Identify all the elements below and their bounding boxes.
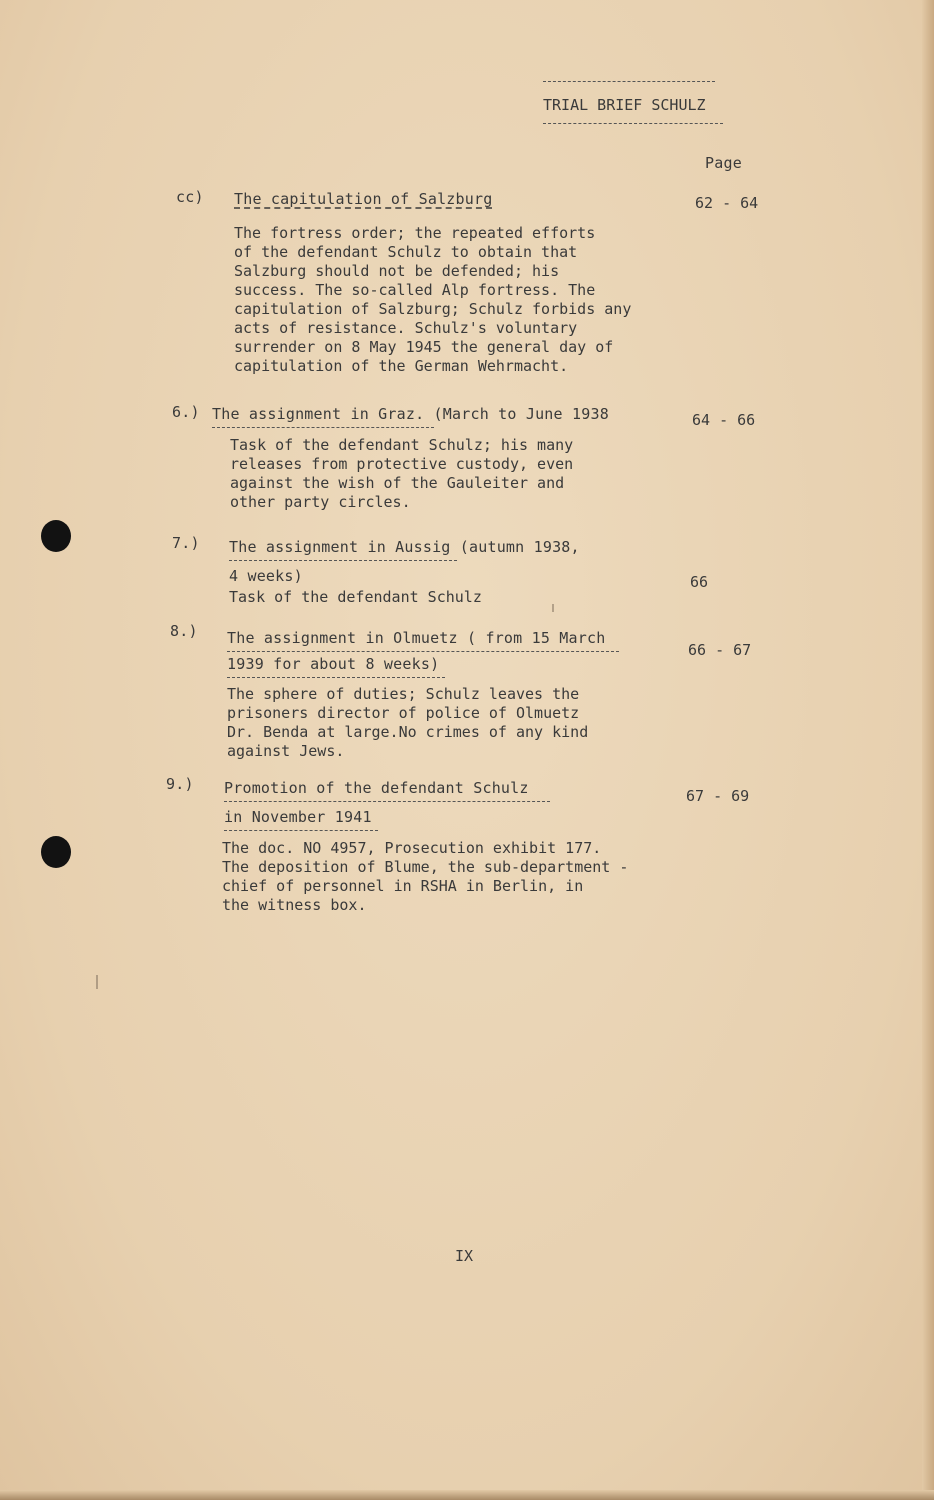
entry-title: Promotion of the defendant Schulz [224, 779, 529, 797]
entry-pages: 67 - 69 [686, 787, 750, 805]
description-line: capitulation of Salzburg; Schulz forbids any [234, 300, 632, 318]
entry-description [230, 436, 573, 512]
entry-title: The capitulation of Salzburg [234, 190, 493, 208]
entry-title: The assignment in Graz. (March to June 1938 [212, 405, 609, 423]
entry-description [222, 839, 628, 915]
page-number: IX [455, 1247, 474, 1265]
entry-number: 8.) [170, 622, 198, 640]
entry-description [227, 685, 588, 761]
entry-number: 7.) [172, 534, 200, 552]
entry-title-underline [224, 830, 378, 831]
entry-pages: 64 - 66 [692, 411, 756, 429]
entry-number: cc) [176, 188, 204, 206]
entry-title-continued: 1939 for about 8 weeks) [227, 655, 440, 673]
description-line: prisoners director of police of Olmuetz [227, 704, 580, 722]
entry-title-underline [224, 801, 550, 802]
entry-description [234, 224, 631, 376]
description-line: other party circles. [230, 493, 411, 511]
document-title: TRIAL BRIEF SCHULZ [543, 96, 706, 114]
entry-title-underline [227, 677, 445, 678]
page-edge-bottom [0, 1490, 934, 1500]
description-line: The doc. NO 4957, Prosecution exhibit 177. [222, 839, 602, 857]
header-rule-top [543, 81, 715, 82]
punch-hole-upper [41, 520, 71, 552]
description-line: success. The so-called Alp fortress. The [234, 281, 596, 299]
description-line: The fortress order; the repeated efforts [234, 224, 596, 242]
entry-pages: 66 [690, 573, 709, 591]
page-column-label: Page [705, 154, 742, 172]
description-line: of the defendant Schulz to obtain that [234, 243, 578, 261]
description-line: Task of the defendant Schulz [229, 588, 482, 606]
entry-description [229, 588, 482, 607]
punch-hole-lower [41, 836, 71, 868]
description-line: surrender on 8 May 1945 the general day of [234, 338, 614, 356]
paper-mark [96, 975, 98, 989]
description-line: against Jews. [227, 742, 345, 760]
description-line: the witness box. [222, 896, 367, 914]
description-line: The sphere of duties; Schulz leaves the [227, 685, 580, 703]
entry-title: The assignment in Olmuetz ( from 15 March [227, 629, 606, 647]
description-line: against the wish of the Gauleiter and [230, 474, 565, 492]
description-line: capitulation of the German Wehrmacht. [234, 357, 569, 375]
description-line: acts of resistance. Schulz's voluntary [234, 319, 578, 337]
description-line: releases from protective custody, even [230, 455, 574, 473]
entry-number: 9.) [166, 775, 194, 793]
entry-pages: 66 - 67 [688, 641, 752, 659]
description-line: chief of personnel in RSHA in Berlin, in [222, 877, 584, 895]
entry-title: The assignment in Aussig (autumn 1938, [229, 538, 580, 556]
paper-mark [552, 604, 554, 612]
entry-title-underline [227, 651, 619, 652]
description-line: Task of the defendant Schulz; his many [230, 436, 574, 454]
entry-title-continued: in November 1941 [224, 808, 372, 826]
entry-title-continued: 4 weeks) [229, 567, 303, 585]
entry-title-underline [212, 427, 434, 428]
header-rule-bottom [543, 123, 723, 124]
entry-number: 6.) [172, 403, 200, 421]
description-line: The deposition of Blume, the sub-department - [222, 858, 629, 876]
description-line: Salzburg should not be defended; his [234, 262, 560, 280]
entry-title-underline [229, 560, 457, 561]
entry-pages: 62 - 64 [695, 194, 759, 212]
page-edge-right [922, 0, 934, 1500]
description-line: Dr. Benda at large.No crimes of any kind [227, 723, 589, 741]
